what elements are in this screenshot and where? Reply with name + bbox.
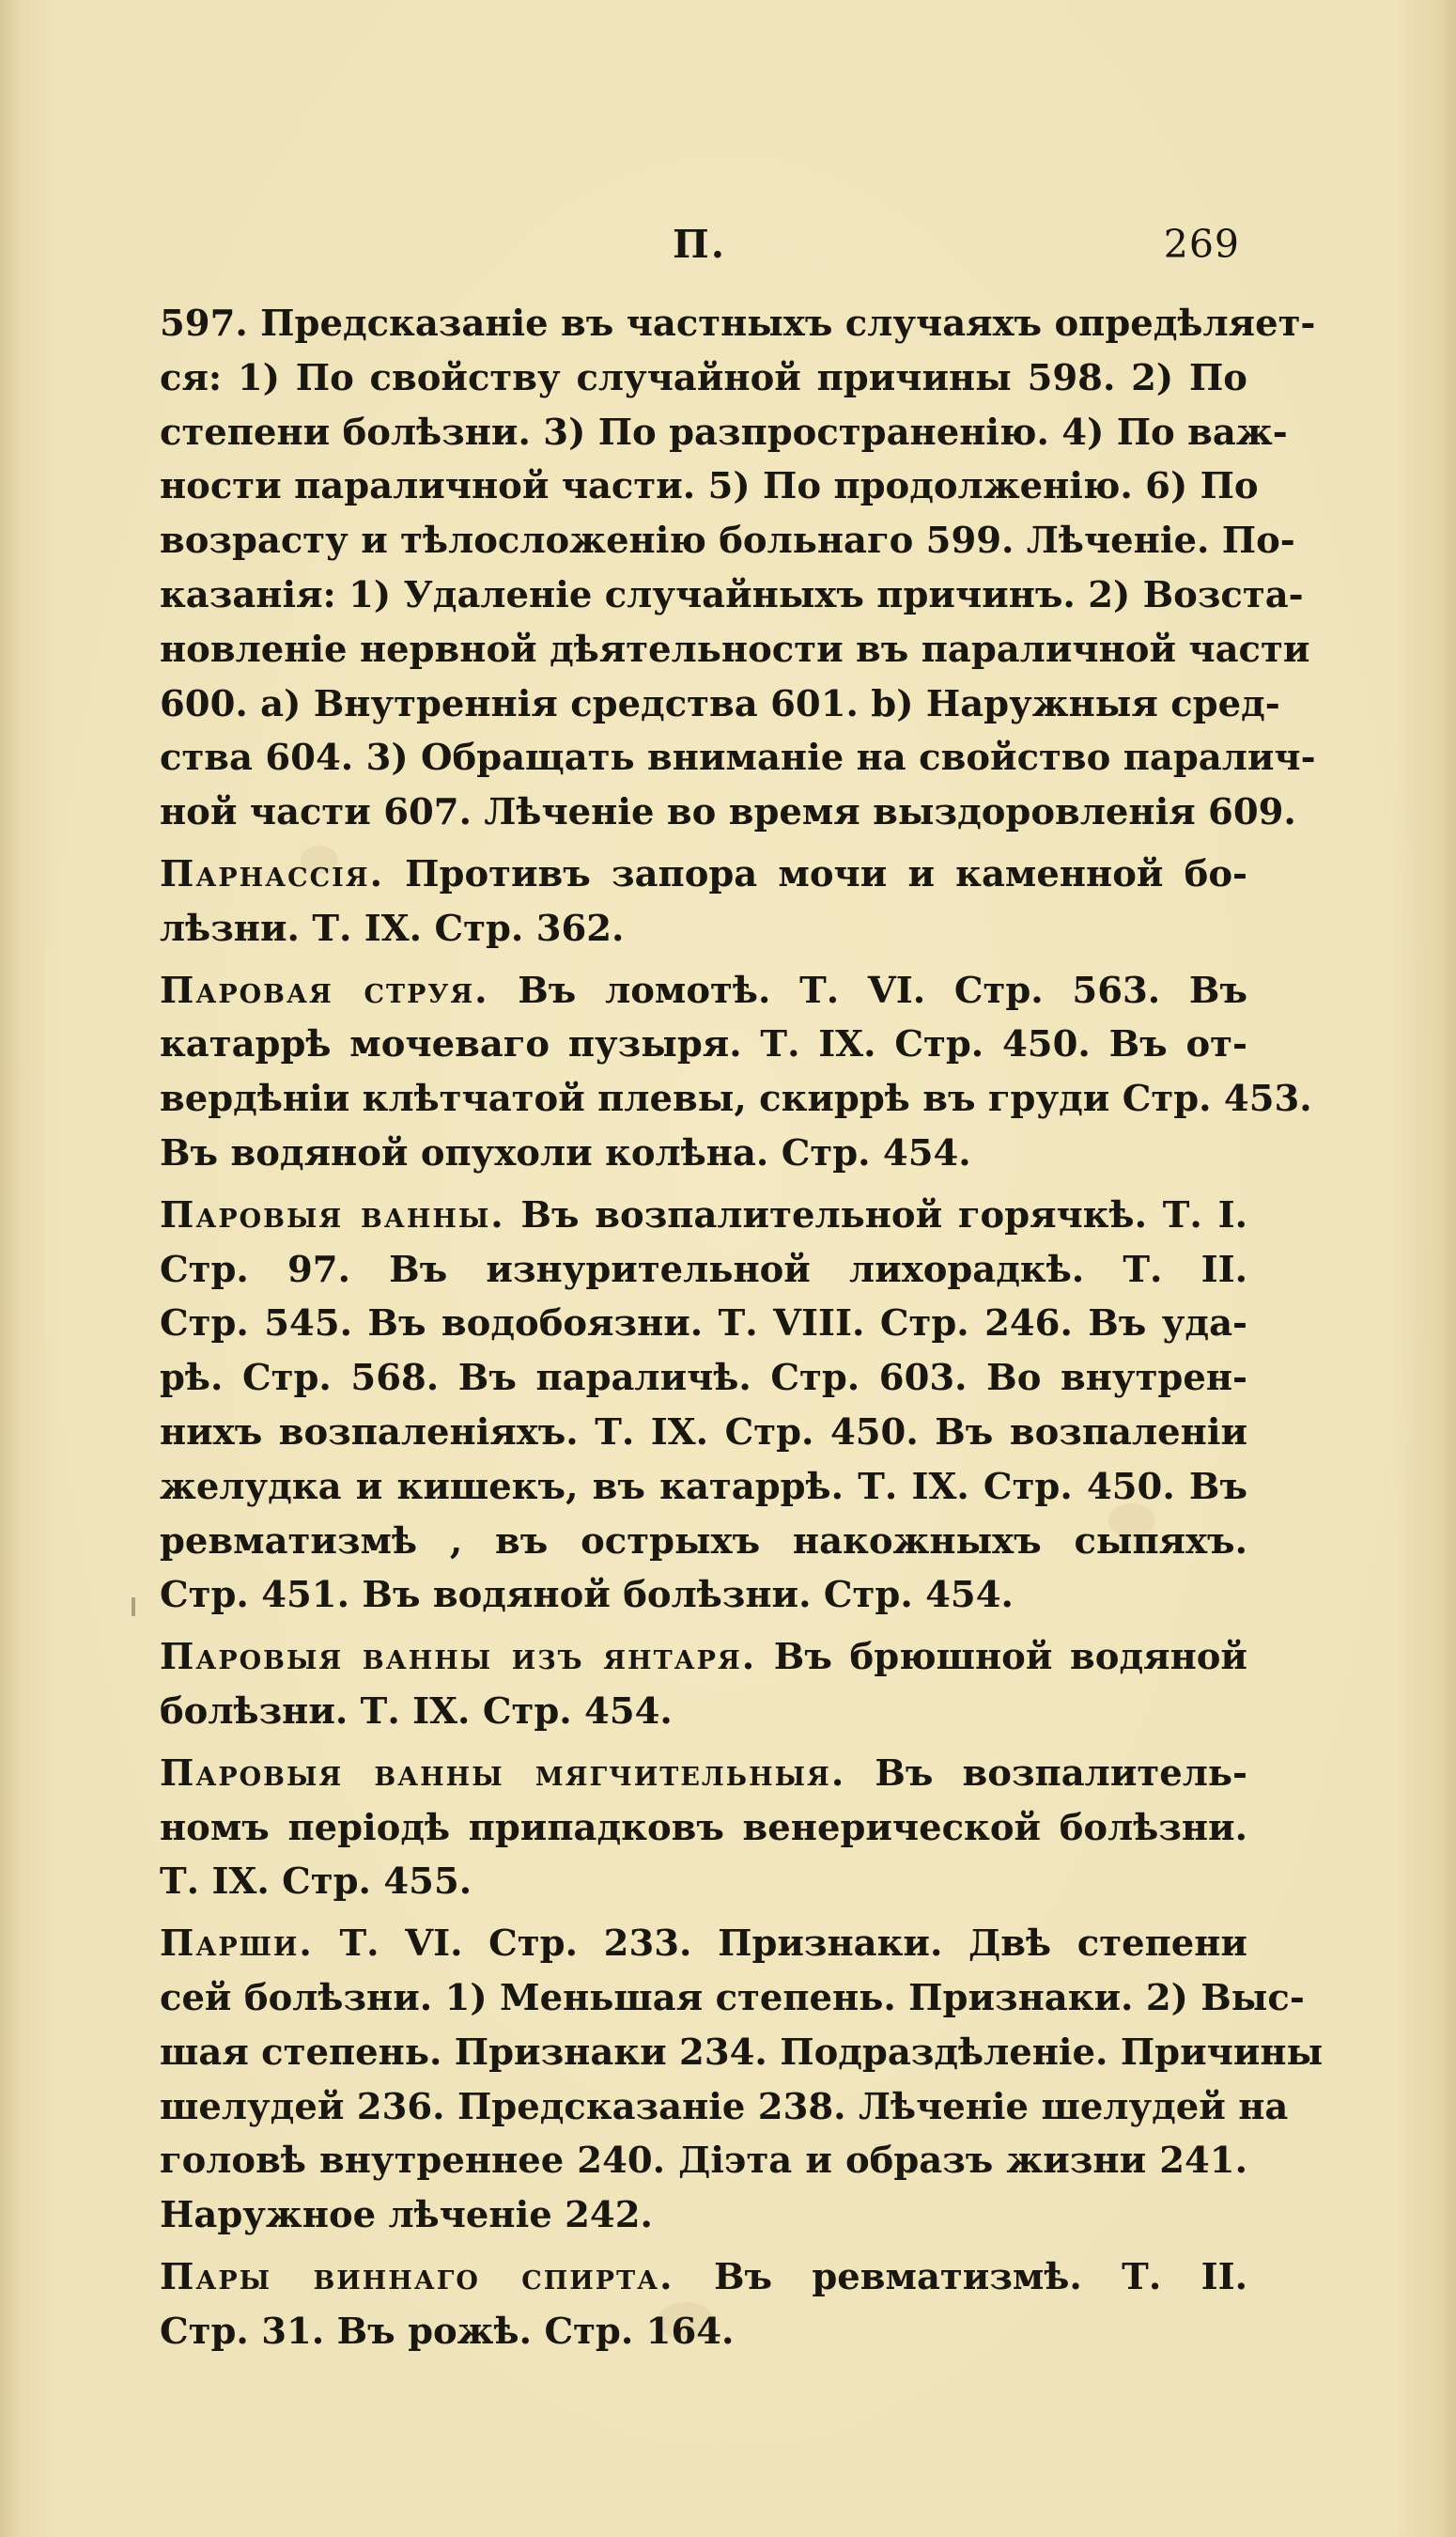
entry-heading: Паровыя ванны изъ янтаря. (160, 1636, 757, 1679)
entry-line (160, 964, 1247, 1019)
index-entry (160, 848, 1247, 957)
entry-text: Т. VI. Стр. 233. Признаки. Двѣ степени (313, 1922, 1247, 1966)
entry-heading: Парши. (160, 1922, 314, 1966)
entry-text: степени болѣзни. 3) По разпространенію. 4) По важ- (160, 411, 1288, 454)
entry-line (160, 1515, 1247, 1569)
entry-line (160, 2250, 1247, 2305)
margin-mark (132, 1597, 135, 1616)
entry-line (160, 406, 1288, 460)
entry-line (160, 1568, 1247, 1623)
entry-text: головѣ внутреннее 240. Діэта и образъ жизни 241. (160, 2140, 1247, 2183)
entry-line (160, 1855, 1247, 1909)
entry-text: нихъ возпаленіяхъ. Т. IX. Стр. 450. Въ возпаленіи (160, 1410, 1247, 1454)
entry-heading: Паровыя ванны. (160, 1193, 505, 1237)
entry-line (160, 902, 1247, 957)
entry-line (160, 1297, 1247, 1351)
entry-text: Въ брюшной водяной (756, 1636, 1247, 1679)
entry-heading: Пары виннаго спирта. (160, 2255, 674, 2298)
entry-line (160, 1971, 1305, 2026)
entry-line (160, 351, 1247, 406)
entry-heading: Паровыя ванны мягчительныя. (160, 1751, 846, 1795)
entry-text: Наружное лѣченіе 242. (160, 2194, 653, 2237)
index-entry (160, 964, 1312, 1181)
entry-text: Въ ломотѣ. Т. VI. Стр. 563. Въ (488, 969, 1247, 1012)
entry-text: Въ водяной опухоли колѣна. Стр. 454. (160, 1131, 971, 1175)
entry-text: шелудей 236. Предсказаніе 238. Лѣченіе шелудей на (160, 2085, 1289, 2128)
entry-line (160, 677, 1280, 732)
entry-text: Въ ревматизмѣ. Т. II. (674, 2255, 1247, 2298)
entry-line (160, 848, 1247, 902)
entry-line (160, 2080, 1289, 2135)
entry-line (160, 786, 1296, 840)
entry-text: 600. а) Внутреннія средства 601. b) Наружныя сред- (160, 682, 1280, 725)
index-entry (160, 1917, 1324, 2243)
entry-line (160, 1072, 1312, 1127)
entry-line (160, 568, 1304, 623)
page-number: 269 (1163, 222, 1240, 267)
entry-line (160, 1189, 1247, 1243)
entry-text: новленіе нервной дѣятельности въ параличной части (160, 628, 1310, 671)
entry-text: возрасту и тѣлосложенію больнаго 599. Лѣченіе. По- (160, 520, 1295, 563)
index-entry (160, 2250, 1247, 2359)
index-entry (160, 297, 1316, 840)
entry-heading: Парнассія. (160, 852, 384, 895)
entry-line (160, 1406, 1247, 1460)
entry-line (160, 1747, 1247, 1801)
section-letter: П. (673, 222, 726, 267)
entry-line (160, 1685, 1247, 1739)
entry-text: ся: 1) По свойству случайной причины 598. 2) По (160, 356, 1247, 399)
entry-line (160, 2188, 1247, 2243)
entry-text: Въ возпалитель- (845, 1751, 1247, 1795)
entry-line (160, 297, 1316, 351)
entry-text: Въ возпалительной горячкѣ. Т. I. (504, 1193, 1247, 1237)
entry-text: номъ періодѣ припадковъ венерической болѣзни. (160, 1806, 1247, 1849)
entry-text: Стр. 545. Въ водобоязни. Т. VIII. Стр. 246. Въ уда- (160, 1302, 1247, 1346)
entry-text: ной части 607. Лѣченіе во время выздоровленія 609. (160, 791, 1296, 834)
entry-line (160, 1018, 1247, 1072)
entry-text: Стр. 31. Въ рожѣ. Стр. 164. (160, 2310, 735, 2353)
entry-text: ревматизмѣ , въ острыхъ накожныхъ сыпяхъ. (160, 1519, 1247, 1563)
entry-text: лѣзни. Т. IX. Стр. 362. (160, 907, 625, 950)
index-entry (160, 1747, 1247, 1909)
entry-text: сей болѣзни. 1) Меньшая степень. Признаки. 2) Выс- (160, 1976, 1305, 2019)
entry-line (160, 1630, 1247, 1685)
entry-line (160, 1351, 1247, 1406)
entry-line (160, 514, 1295, 568)
entry-line (160, 1243, 1247, 1298)
entry-line (160, 1801, 1247, 1856)
entry-text: казанія: 1) Удаленіе случайныхъ причинъ. 2) Возста- (160, 573, 1304, 616)
entry-text: Т. IX. Стр. 455. (160, 1860, 472, 1904)
entry-text: желудка и кишекъ, въ катаррѣ. Т. IX. Стр. 450. Въ (160, 1465, 1247, 1508)
entry-text: болѣзни. Т. IX. Стр. 454. (160, 1689, 673, 1733)
entry-line (160, 1460, 1247, 1515)
entry-line (160, 2134, 1247, 2188)
entry-line (160, 623, 1310, 677)
entry-text: 597. Предсказаніе въ частныхъ случаяхъ опредѣляет- (160, 303, 1316, 345)
entry-text: ности параличной части. 5) По продолженію. 6) По (160, 465, 1259, 508)
entry-text: катаррѣ мочеваго пузыря. Т. IX. Стр. 450. Въ от- (160, 1023, 1247, 1066)
entry-text: Стр. 451. Въ водяной болѣзни. Стр. 454. (160, 1574, 1014, 1617)
page-header (160, 222, 1240, 278)
entry-line (160, 2305, 1247, 2359)
entry-heading: Паровая струя. (160, 969, 489, 1012)
index-entry (160, 1189, 1247, 1623)
entry-text: Противъ запора мочи и каменной бо- (383, 852, 1247, 895)
entry-text: вердѣніи клѣтчатой плевы, скиррѣ въ груди Стр. 453. (160, 1078, 1312, 1121)
entry-line (160, 2026, 1324, 2080)
index-entry (160, 1630, 1247, 1739)
entry-line (160, 1917, 1247, 1971)
entry-line (160, 731, 1316, 786)
entry-text: рѣ. Стр. 568. Въ параличѣ. Стр. 603. Во внутрен- (160, 1357, 1247, 1400)
entry-text: ства 604. 3) Обращать вниманіе на свойство паралич- (160, 737, 1316, 780)
entry-text: шая степень. Признаки 234. Подраздѣленіе. Причины (160, 2031, 1324, 2074)
index-entries (160, 297, 1324, 2366)
entry-line (160, 459, 1259, 514)
entry-text: Стр. 97. Въ изнурительной лихорадкѣ. Т. II. (160, 1248, 1247, 1291)
entry-line (160, 1127, 1247, 1181)
